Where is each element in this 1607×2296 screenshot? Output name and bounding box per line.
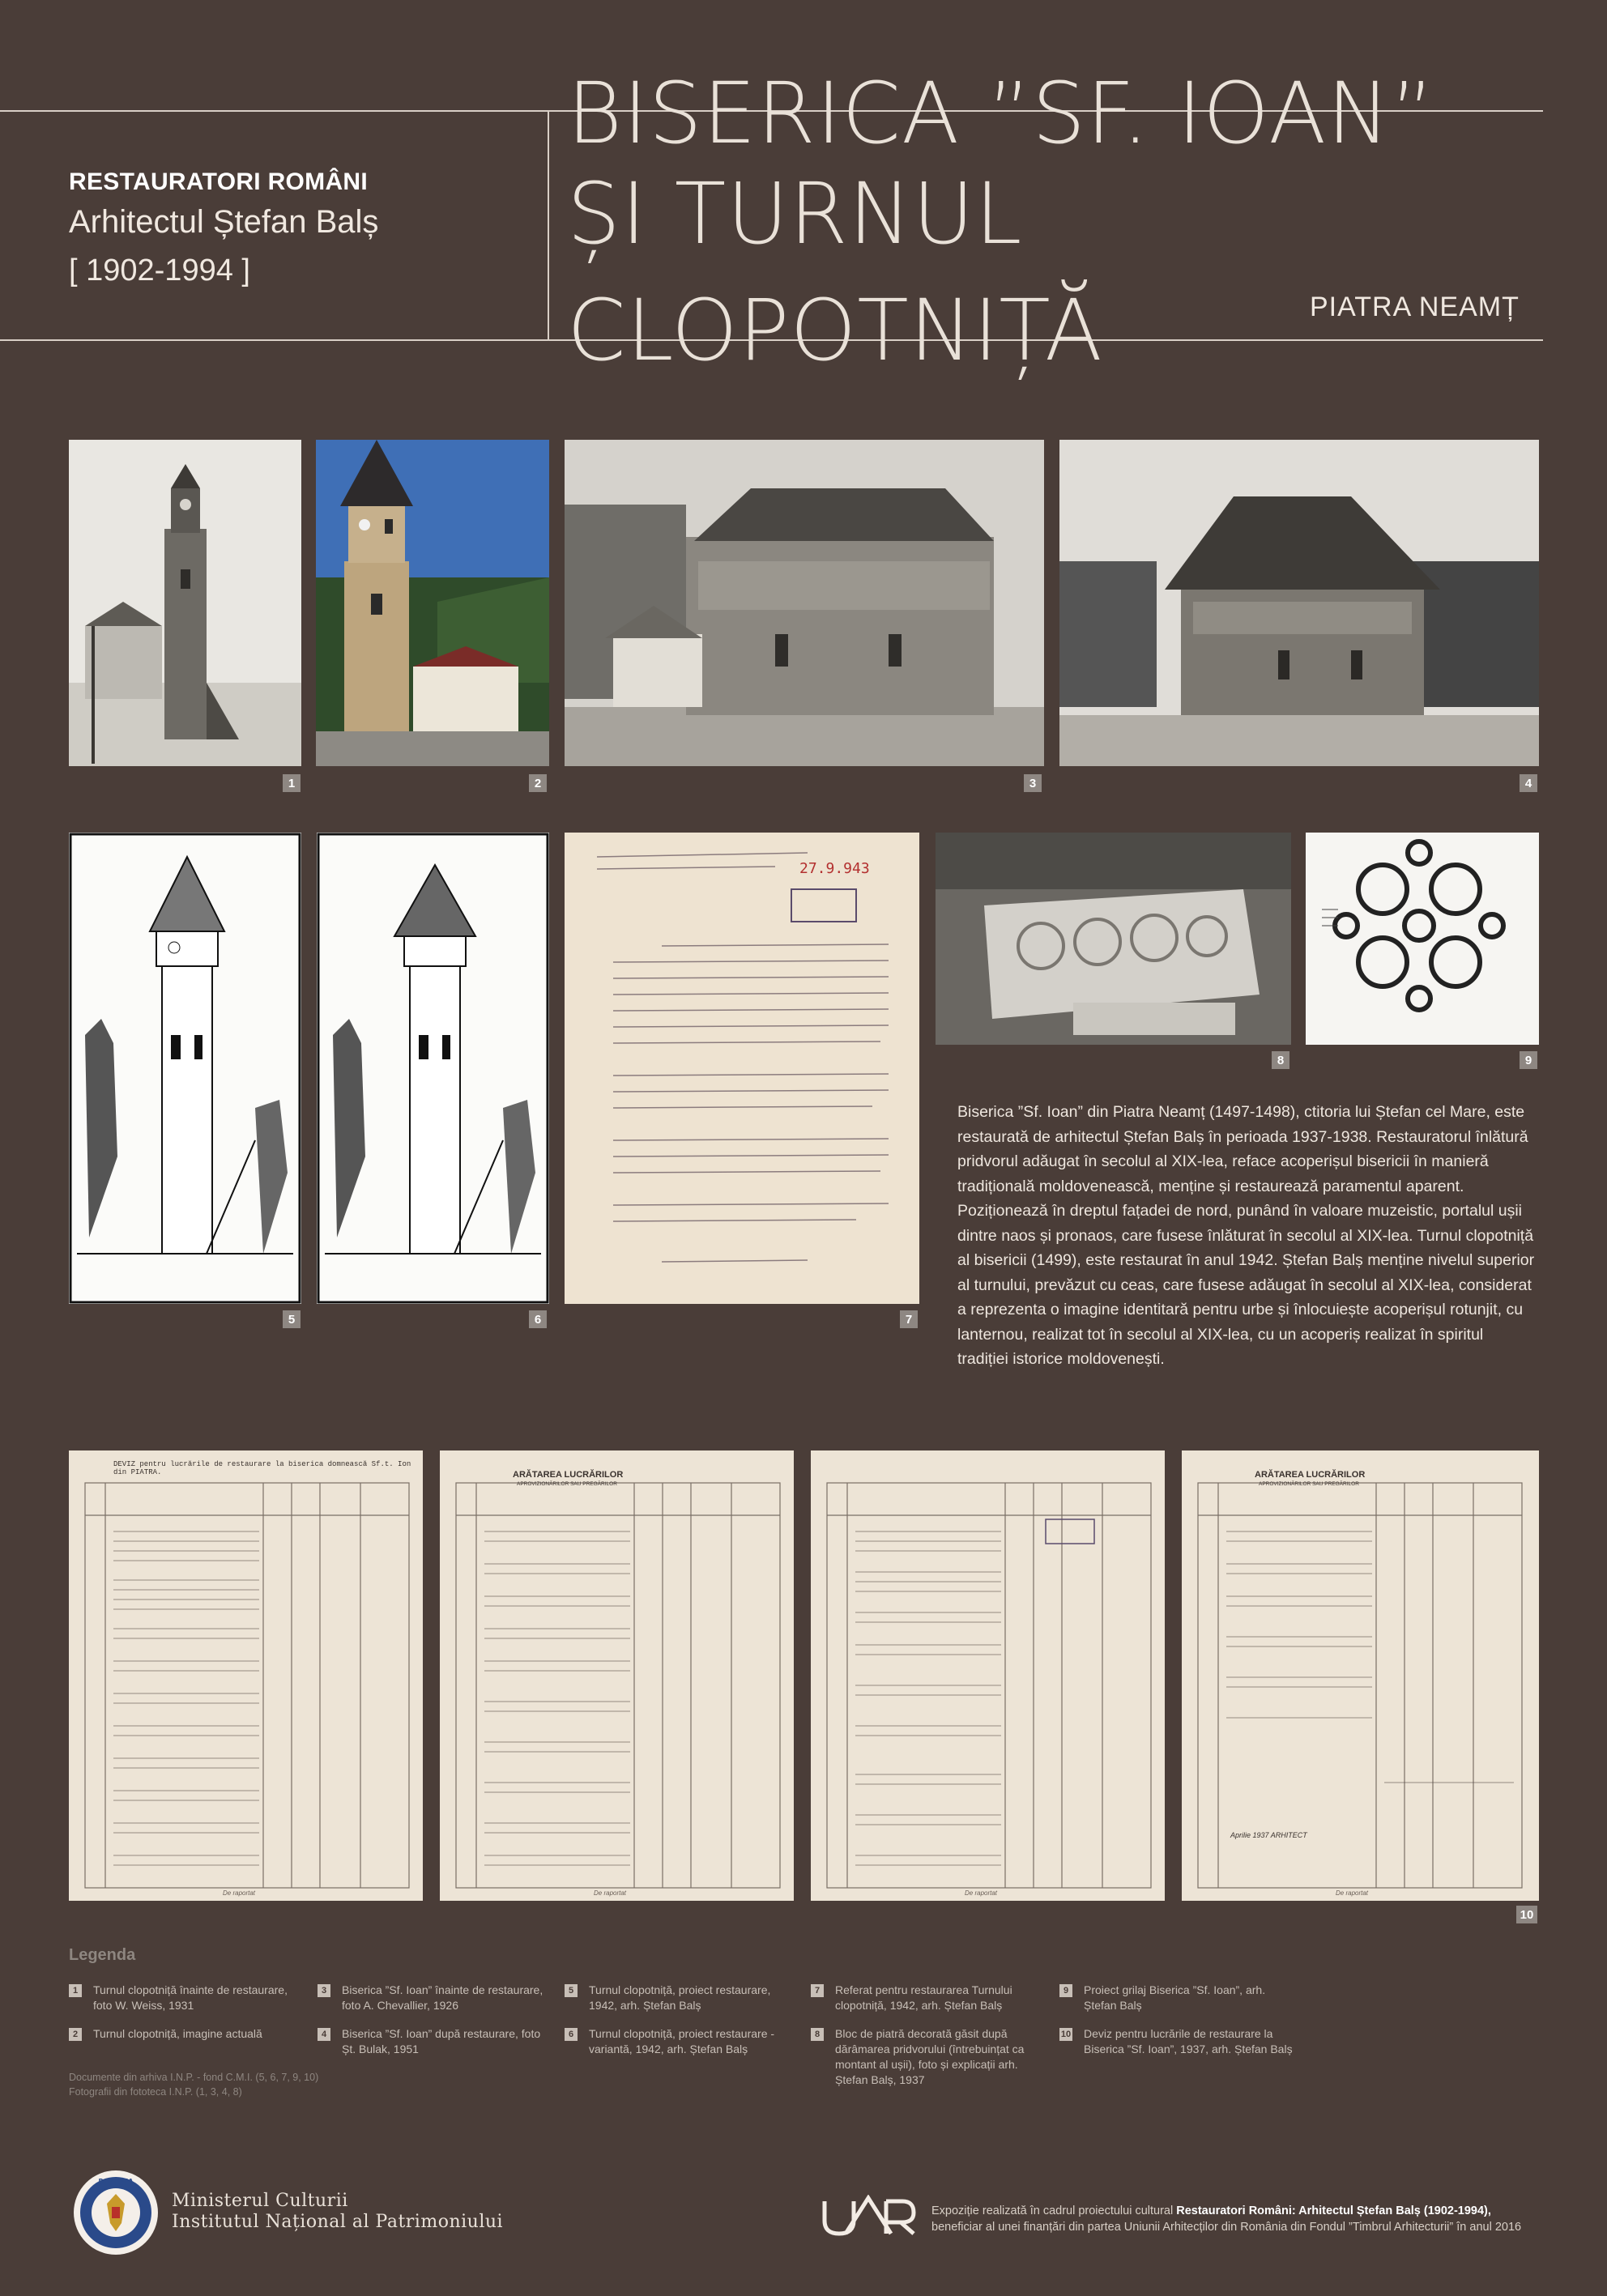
life-dates: [ 1902-1994 ] — [69, 253, 250, 288]
deviz-footer-3: De raportat — [965, 1889, 998, 1897]
photo-church-after-restoration — [1059, 440, 1539, 766]
svg-text:27.9.943: 27.9.943 — [799, 860, 870, 877]
figure-number-9: 9 — [1520, 1051, 1537, 1069]
deviz-subheading: APROVIZIONĂRILOR SAU PREGĂRILOR — [517, 1481, 617, 1487]
ministry-line-1: Ministerul Culturii — [172, 2191, 348, 2211]
legend-item-9: 9 Proiect grilaj Biserica ”Sf. Ioan”, arh. Ștefan Balș — [1059, 1983, 1294, 2013]
description-text: Biserica ”Sf. Ioan” din Piatra Neamț (1497-1498), ctitoria lui Ștefan cel Mare, este restaurată de arhitectul Ștefan Balș în perioada 1937-1938. Restauratorul înlătură pridvorul adăugat în secolul al XIX-lea, reface acoperișul bisericii în manieră tradițională moldovenească, menține și restaurează paramentul aparent. Poziționează în dreptul fațadei de nord, punând în valoare muzeistic, portalul ușii dintre naos și pronaos, care fusese înlăturat în secolul al XIX-lea. Turnul clopotniță al bisericii (1499), este restaurat în anul 1942. Ștefan Balș menține nivelul superior al turnului, prevăzut cu ceas, care fusese adăugat în secolul al XIX-lea, considerat a reprezenta o imagine identitară pentru urbe și înlocuiește acoperișul rotunjit, cu lanternou, realizat tot în secolul al XIX-lea, cu un acoperiș realizat în spiritul tradiției istorice moldovenești. — [957, 1103, 1535, 1368]
deviz-heading: ARĂTAREA LUCRĂRILOR — [1255, 1470, 1366, 1480]
figure-number-1: 1 — [283, 774, 301, 792]
photo-decorated-stone-block — [936, 833, 1291, 1045]
deviz-subheading: APROVIZIONĂRILOR SAU PREGĂRILOR — [1259, 1481, 1359, 1487]
legend-item-7: 7 Referat pentru restaurarea Turnului clopotniță, 1942, arh. Ștefan Balș — [811, 1983, 1046, 2013]
figure-number-3: 3 — [1024, 774, 1042, 792]
deviz-footer-4: De raportat — [1336, 1889, 1369, 1897]
page-title-line-3: CLOPOTNIȚĂ — [567, 281, 1103, 380]
page-title-line-1: BISERICA ”SF. IOAN” — [567, 64, 1435, 163]
figure-number-4: 4 — [1520, 774, 1537, 792]
deviz-page-2 — [440, 1450, 794, 1901]
legend-source-archive: Documente din arhiva I.N.P. - fond C.M.I. (5, 6, 7, 9, 10) — [69, 2072, 319, 2083]
uar-logo — [821, 2195, 919, 2239]
series-title: RESTAURATORI ROMÂNI — [69, 168, 369, 195]
photo-tower-current — [316, 440, 549, 766]
architect-name: Arhitectul Ștefan Balș — [69, 204, 379, 240]
figure-number-6: 6 — [529, 1310, 547, 1328]
deviz-page-1 — [69, 1450, 423, 1901]
drawing-tower-project — [69, 833, 301, 1304]
deviz-heading: ARĂTAREA LUCRĂRILOR — [513, 1470, 624, 1480]
deviz-footer-1: De raportat — [223, 1889, 256, 1897]
legend-title: Legenda — [69, 1946, 136, 1964]
ministry-seal — [71, 2168, 160, 2257]
uar-logo-text: UAR — [870, 2237, 872, 2238]
ministry-line-2: Institutul Național al Patrimoniului — [172, 2212, 504, 2232]
figure-number-7: 7 — [900, 1310, 918, 1328]
deviz-signature: Aprilie 1937 ARHITECT — [1230, 1831, 1307, 1839]
document-referat-restoration — [565, 833, 919, 1304]
drawing-grille-project — [1306, 833, 1539, 1045]
legend-item-1: 1 Turnul clopotniță înainte de restaurare, foto W. Weiss, 1931 — [69, 1983, 304, 2013]
legend-item-6: 6 Turnul clopotniță, proiect restaurare - variantă, 1942, arh. Ștefan Balș — [565, 2026, 799, 2057]
deviz-page-3 — [811, 1450, 1165, 1901]
legend-item-5: 5 Turnul clopotniță, proiect restaurare, 1942, arh. Ștefan Balș — [565, 1983, 799, 2013]
credit-line-1: Expoziție realizată în cadrul proiectului cultural Restauratori Români: Arhitectul Ștefan Balș (1902-1994), — [931, 2204, 1491, 2217]
header-rule-vertical — [548, 110, 549, 340]
legend-item-8: 8 Bloc de piatră decorată găsit după dărâmarea pridvorului (întrebuințat ca montant al ușii), foto și explicații arh. Ștefan Balș, 1937 — [811, 2026, 1046, 2088]
photo-church-before-restoration — [565, 440, 1044, 766]
legend-item-3: 3 Biserica ”Sf. Ioan” înainte de restaurare, foto A. Chevallier, 1926 — [318, 1983, 552, 2013]
legend-item-4: 4 Biserica ”Sf. Ioan” după restaurare, foto Șt. Bulak, 1951 — [318, 2026, 552, 2057]
location-label: PIATRA NEAMȚ — [1310, 292, 1520, 322]
deviz-page-4 — [1182, 1450, 1539, 1901]
photo-tower-before-restoration — [69, 440, 301, 766]
figure-number-8: 8 — [1272, 1051, 1289, 1069]
figure-number-2: 2 — [529, 774, 547, 792]
legend-item-10: 10 Deviz pentru lucrările de restaurare la Biserica ”Sf. Ioan”, 1937, arh. Ștefan Balș — [1060, 2027, 1293, 2055]
legend-source-photos: Fotografii din fototeca I.N.P. (1, 3, 4, 8) — [69, 2086, 242, 2098]
seal-text: ROMÂNIA — [98, 2178, 134, 2185]
figure-number-5: 5 — [283, 1310, 301, 1328]
deviz-heading: DEVIZ pentru lucrările de restaurare la biserica domnească Sf.t. Ion din PIATRA. — [113, 1460, 411, 1476]
page-title-line-2: ȘI TURNUL — [567, 164, 1023, 263]
figure-number-10: 10 — [1516, 1906, 1537, 1923]
legend-item-2: 2 Turnul clopotniță, imagine actuală — [69, 2026, 304, 2042]
credit-line-2: beneficiar al unei finanțări din partea Uniunii Arhitecților din România din Fondul ”Timbrul Arhitecturii” în anul 2016 — [931, 2221, 1522, 2234]
deviz-footer-2: De raportat — [594, 1889, 627, 1897]
drawing-tower-project-variant — [317, 833, 549, 1304]
